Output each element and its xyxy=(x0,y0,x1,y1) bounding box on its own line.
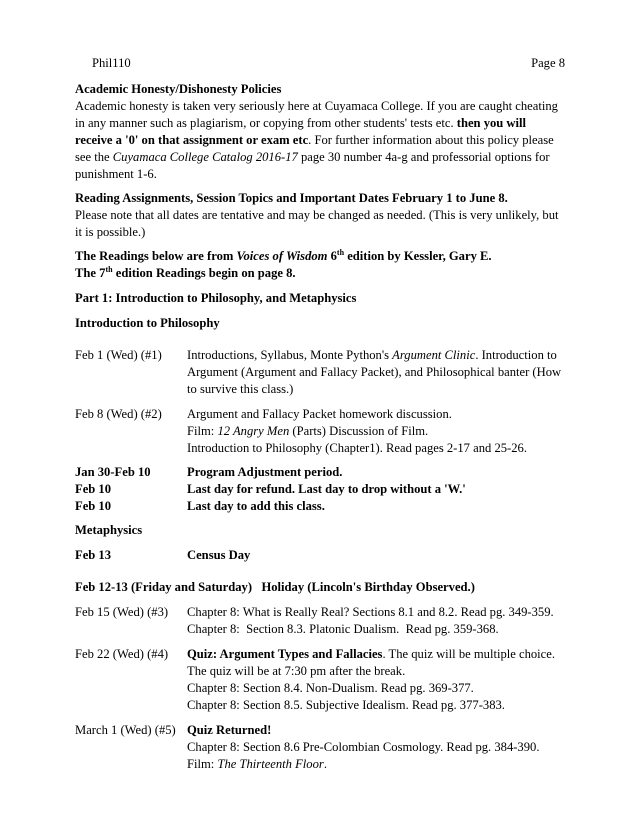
honesty-bold-text: then you will xyxy=(456,116,527,130)
important-date: Jan 30-Feb 10 xyxy=(75,465,151,479)
session-2-line-1: Argument and Fallacy Packet homework discussion. xyxy=(187,407,452,421)
readings-note-line-1 xyxy=(75,248,575,265)
session-3-date: Feb 15 (Wed) (#3) xyxy=(75,605,169,619)
session-4-line-4: Chapter 8: Section 8.5. Subjective Idealism. Read pg. 377-383. xyxy=(187,698,505,712)
readings-note-text: edition by Kessler, Gary E. xyxy=(344,249,492,263)
holiday-line: Feb 12-13 (Friday and Saturday) Holiday (Lincoln's Birthday Observed.) xyxy=(75,580,475,594)
honesty-bold-text: receive a '0' on that assignment or exam etc xyxy=(75,133,309,147)
session-text: (Parts) Discussion of Film. xyxy=(289,424,429,438)
honesty-text: . For further information about this policy please xyxy=(308,133,554,147)
important-date: Feb 10 xyxy=(75,482,112,496)
film-title: The Thirteenth Floor xyxy=(217,757,324,771)
session-text: . xyxy=(323,757,327,771)
session-1-date: Feb 1 (Wed) (#1) xyxy=(75,348,162,362)
honesty-text: page 30 number 4a-g and professorial options for xyxy=(297,150,550,164)
session-2-line-2 xyxy=(187,423,428,440)
session-3-line-2: Chapter 8: Section 8.3. Platonic Dualism. Read pg. 359-368. xyxy=(187,622,499,636)
honesty-line-3 xyxy=(75,132,575,149)
session-text: . Introduction to xyxy=(475,348,557,362)
important-date-desc: Last day for refund. Last day to drop without a 'W.' xyxy=(187,482,466,496)
part1-heading: Part 1: Introduction to Philosophy, and Metaphysics xyxy=(75,291,357,305)
honesty-line-4 xyxy=(75,149,575,166)
superscript: th xyxy=(336,247,345,257)
readings-note-text: The Readings below are from xyxy=(75,249,237,263)
readings-note-text: The 7 xyxy=(75,266,106,280)
book-title: Voices of Wisdom xyxy=(236,249,328,263)
film-title: 12 Angry Men xyxy=(217,424,290,438)
session-1-line-1 xyxy=(187,347,557,364)
honesty-line-5: punishment 1-6. xyxy=(75,167,157,181)
session-text: Introductions, Syllabus, Monte Python's xyxy=(187,348,393,362)
session-4-line-1 xyxy=(187,646,555,663)
session-text: . The quiz will be multiple choice. xyxy=(382,647,555,661)
session-5-line-1: Quiz Returned! xyxy=(187,723,272,737)
session-1-line-2: Argument (Argument and Fallacy Packet), and Philosophical banter (How xyxy=(187,365,562,379)
session-5-date: March 1 (Wed) (#5) xyxy=(75,723,176,737)
important-date-desc: Program Adjustment period. xyxy=(187,465,343,479)
session-2-date: Feb 8 (Wed) (#2) xyxy=(75,407,162,421)
readings-note-text: 6 xyxy=(327,249,337,263)
session-3-line-1: Chapter 8: What is Really Real? Sections 8.1 and 8.2. Read pg. 349-359. xyxy=(187,605,554,619)
census-date: Feb 13 xyxy=(75,548,112,562)
reading-heading: Reading Assignments, Session Topics and Important Dates February 1 to June 8. xyxy=(75,191,508,205)
quiz-title: Quiz: Argument Types and Fallacies xyxy=(187,647,383,661)
important-date: Feb 10 xyxy=(75,499,112,513)
honesty-text: in any manner such as plagiarism, or copying from other students' tests etc. xyxy=(75,116,457,130)
session-5-line-2: Chapter 8: Section 8.6 Pre-Colombian Cosmology. Read pg. 384-390. xyxy=(187,740,540,754)
course-code: Phil110 xyxy=(92,56,131,70)
readings-note-line-2 xyxy=(75,265,575,282)
sketch-title: Argument Clinic xyxy=(392,348,476,362)
catalog-title: Cuyamaca College Catalog 2016-17 xyxy=(112,150,298,164)
session-2-line-3: Introduction to Philosophy (Chapter1). Read pages 2-17 and 25-26. xyxy=(187,441,527,455)
metaphysics-heading: Metaphysics xyxy=(75,523,143,537)
page-number: Page 8 xyxy=(531,56,565,70)
session-4-line-3: Chapter 8: Section 8.4. Non-Dualism. Read pg. 369-377. xyxy=(187,681,474,695)
session-4-date: Feb 22 (Wed) (#4) xyxy=(75,647,169,661)
session-text: Film: xyxy=(187,424,218,438)
reading-line-1: Please note that all dates are tentative and may be changed as needed. (This is very unlikely, but xyxy=(75,208,559,222)
readings-note-text: edition Readings begin on page 8. xyxy=(112,266,296,280)
session-4-line-2: The quiz will be at 7:30 pm after the break. xyxy=(187,664,406,678)
honesty-line-2 xyxy=(75,115,575,132)
honesty-line-1: Academic honesty is taken very seriously here at Cuyamaca College. If you are caught cheating xyxy=(75,99,558,113)
honesty-heading: Academic Honesty/Dishonesty Policies xyxy=(75,82,282,96)
session-5-line-3 xyxy=(187,756,327,773)
reading-line-2: it is possible.) xyxy=(75,225,146,239)
important-date-desc: Last day to add this class. xyxy=(187,499,325,513)
intro-heading: Introduction to Philosophy xyxy=(75,316,220,330)
session-text: Film: xyxy=(187,757,218,771)
census-desc: Census Day xyxy=(187,548,251,562)
superscript: th xyxy=(105,264,113,274)
session-1-line-3: to survive this class.) xyxy=(187,382,294,396)
honesty-text: see the xyxy=(75,150,113,164)
